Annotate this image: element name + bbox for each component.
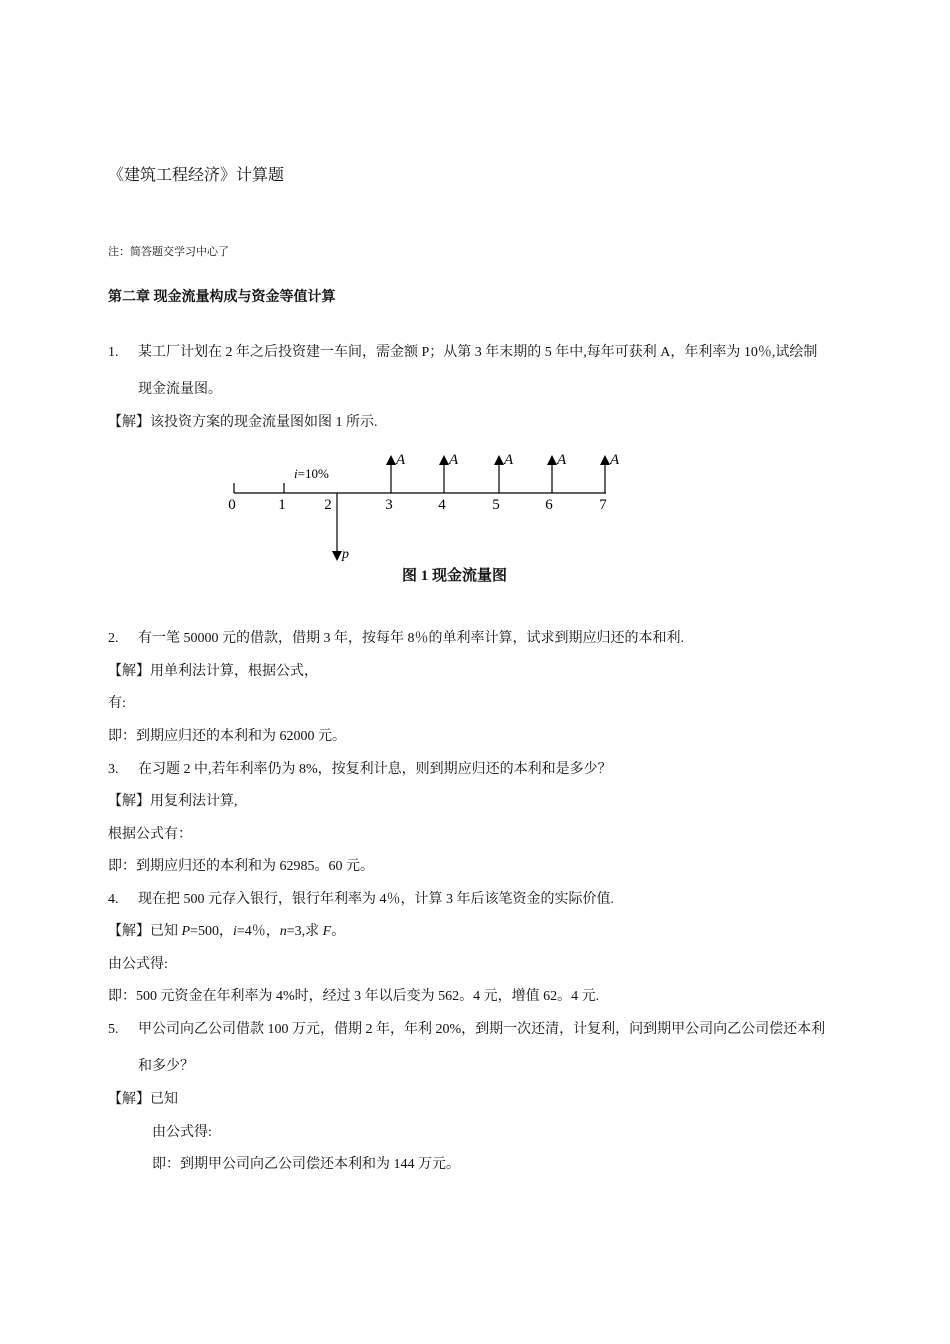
question-3 (108, 762, 612, 778)
question-text: 某工厂计划在 2 年之后投资建一车间，需金额 P；从第 3 年末期的 5 年中,每年可获利 A，年利率为 10％,试绘制 (138, 345, 818, 360)
outflow-arrowhead (332, 551, 342, 561)
question-5 (108, 1022, 825, 1038)
question-number: 3. (108, 762, 119, 777)
tick-label: 3 (385, 497, 393, 513)
inflow-arrowhead (386, 455, 396, 465)
question-number: 2. (108, 631, 119, 646)
tick-label: 0 (228, 497, 236, 513)
answer-4-result: 即：500 元资金在年利率为 4%时，经过 3 年以后变为 562。4 元，增值 62。4 元. (108, 989, 600, 1004)
question-number: 1. (108, 345, 119, 360)
question-text: 现在把 500 元存入银行，银行年利率为 4％，计算 3 年后该笔资金的实际价值. (138, 892, 614, 907)
tick-label: 1 (278, 497, 286, 513)
tick-label: 4 (438, 497, 446, 513)
question-1 (108, 345, 817, 361)
answer-3-formula: 根据公式有： (108, 827, 192, 842)
tick-label: 6 (545, 497, 553, 513)
answer-2-has: 有: (108, 696, 126, 711)
answer-4-formula: 由公式得: (108, 957, 168, 972)
figure-caption: 图 1 现金流量图 (402, 568, 508, 584)
inflow-arrowhead (547, 455, 557, 465)
tick-label: 2 (324, 497, 332, 513)
chapter-heading: 第二章 现金流量构成与资金等值计算 (108, 290, 336, 305)
interest-rate-label: i=10% (294, 466, 329, 481)
answer-3: 【解】用复利法计算, (108, 794, 238, 809)
question-5-line-2: 和多少？ (138, 1059, 194, 1074)
inflow-label: A (504, 452, 514, 468)
answer-5-result: 即：到期甲公司向乙公司偿还本利和为 144 万元。 (152, 1157, 460, 1172)
answer-5: 【解】已知 (108, 1092, 178, 1107)
answer-2: 【解】用单利法计算，根据公式， (108, 664, 318, 679)
answer-4: 【解】已知 P=500，i=4％，n=3,求 F。 (108, 924, 346, 939)
inflow-label: A (449, 452, 459, 468)
inflow-label: A (610, 452, 620, 468)
answer-2-result: 即：到期应归还的本利和为 62000 元。 (108, 729, 346, 744)
question-number: 4. (108, 892, 119, 907)
tick-label: 5 (492, 497, 500, 513)
document-title: 《建筑工程经济》计算题 (108, 167, 285, 184)
answer-3-result: 即：到期应归还的本利和为 62985。60 元。 (108, 859, 374, 874)
question-2 (108, 631, 684, 647)
inflow-arrowhead (600, 455, 610, 465)
inflow-arrowhead (439, 455, 449, 465)
inflow-arrowhead (494, 455, 504, 465)
inflow-label: A (557, 452, 567, 468)
note-text: 注：简答题交学习中心了 (108, 246, 229, 258)
question-text: 有一笔 50000 元的借款，借期 3 年，按每年 8％的单利率计算，试求到期应归还的本和利. (138, 631, 684, 646)
outflow-label: p (342, 547, 349, 562)
inflow-label: A (396, 452, 406, 468)
question-number: 5. (108, 1022, 119, 1037)
question-text: 在习题 2 中,若年利率仍为 8%，按复利计息，则到期应归还的本利和是多少？ (138, 762, 612, 777)
answer-5-formula: 由公式得: (152, 1125, 212, 1140)
question-4 (108, 892, 614, 908)
question-1-line-2: 现金流量图。 (138, 382, 222, 397)
question-text: 甲公司向乙公司借款 100 万元，借期 2 年，年利 20%，到期一次还清，计复利，问到期甲公司向乙公司偿还本利 (138, 1022, 826, 1037)
tick-label: 7 (599, 497, 607, 513)
answer-1: 【解】该投资方案的现金流量图如图 1 所示. (108, 415, 378, 430)
